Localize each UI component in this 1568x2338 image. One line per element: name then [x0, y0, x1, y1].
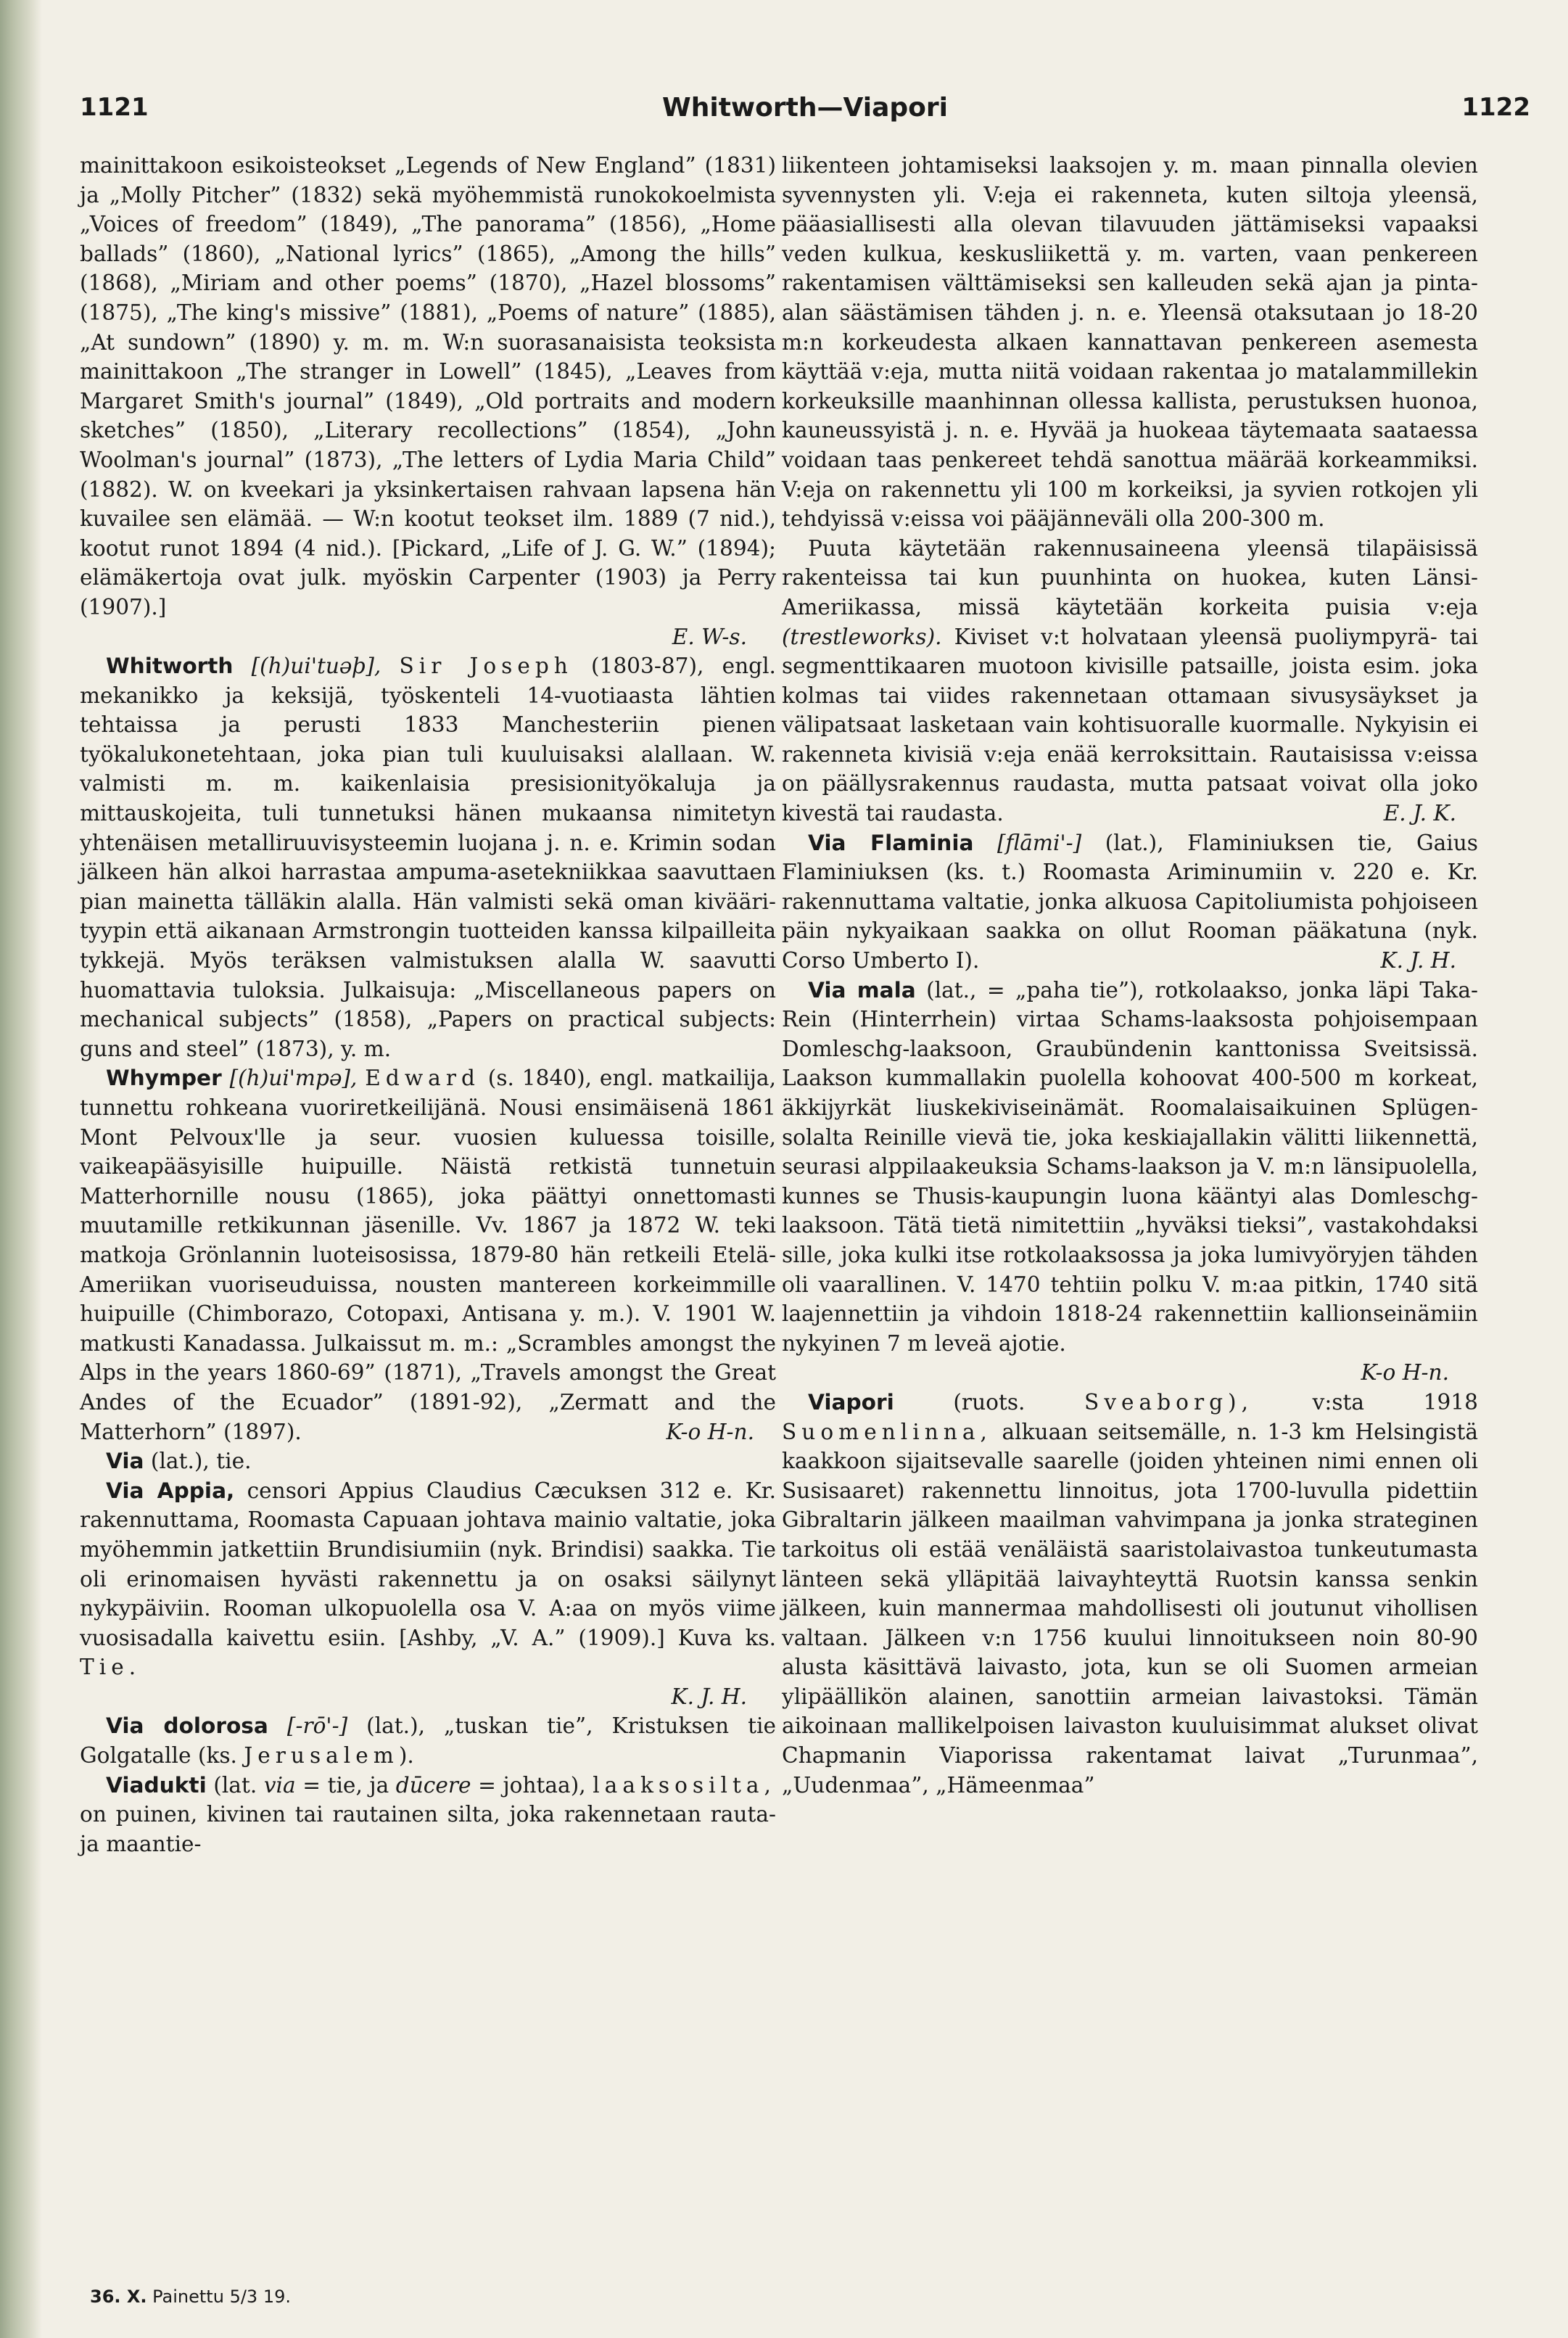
page-header	[80, 93, 1530, 133]
sheet-mark: 36. X.	[90, 2286, 147, 2307]
page-number-right: 1122	[1461, 93, 1530, 122]
entry-via-flaminia: Via Flaminia [flāmi'-] (lat.), Flaminiuksen tie, Gaius Flaminiuksen (ks. t.) Roomasta Ariminumiin v. 220 e. Kr. rakennuttama valtatie, jonka alkuosa Capitoliumista pohjoiseen päin nykyaikaan saakka on ollut Rooman pääkatuna (nyk. Corso Umberto I). K. J. H.	[782, 828, 1478, 976]
finnish-name: Suomenlinna,	[782, 1419, 992, 1444]
entry-via-mala: Via mala (lat., = „paha tie”), rotkolaakso, jonka läpi Taka-Rein (Hinterrhein) virtaa Schams-laaksosta pohjoisempaan Domleschg-laaksoon, Graubündenin kanttonissa Sveitsissä. Laakson kummallakin puolella kohoovat 400-500 m korkeat, äkkijyrkät liuskekiviseinämät. Roomalaisaikuinen Splügen-solalta Reinille vievä tie, joka keskiajallakin välitti liikennettä, seurasi alppilaakeuksia Schams-laakson ja V. m:n länsipuolella, kunnes se Thusis-kaupungin luona kääntyi alas Domleschg-laaksoon. Tätä tietä nimitettiin „hyväksi tieksi”, vastakohdaksi sille, joka kulki itse rotkolaaksossa ja joka lumivyöryjen tähden oli vaarallinen. V. 1470 tehtiin polku V. m:aa pitkin, 1740 sitä laajennettiin ja vihdoin 1818-24 rakennettiin kallionseinämiin nykyinen 7 m leveä ajotie. K-o H-n.	[782, 976, 1478, 1388]
swedish-name: Sveaborg),	[1084, 1389, 1254, 1415]
headword: Via	[106, 1449, 144, 1474]
headword: Via Flaminia	[808, 830, 974, 855]
print-label: Painettu	[152, 2286, 224, 2307]
cross-reference: Jerusalem	[244, 1743, 399, 1769]
headword: Via dolorosa	[106, 1713, 268, 1739]
english-term: (trestleworks).	[782, 624, 942, 649]
headword: Viadukti	[106, 1772, 207, 1798]
entry-via: Via (lat.), tie.	[106, 1449, 252, 1474]
right-column	[782, 151, 1478, 1800]
pronunciation: [flāmi'-]	[997, 830, 1082, 855]
signature: K. J. H.	[671, 1684, 747, 1709]
cross-reference: Tie.	[80, 1655, 141, 1680]
headword: Whitworth	[106, 654, 234, 679]
latin-term: via	[263, 1772, 296, 1798]
entry-intro-continuation: mainittakoon esikoisteokset „Legends of New England” (1831) ja „Molly Pitcher” (1832) sekä myöhemmistä runokokoelmista „Voices of freedom” (1849), „The panorama” (1856), „Home ballads” (1860), „National lyrics” (1865), „Among the hills” (1868), „Miriam and other poems” (1870), „Hazel blossoms” (1875), „The king's missive” (1881), „Poems of nature” (1885), „At sundown” (1890) y. m. m. W:n suorasanaisista teoksista mainittakoon „The stranger in Lowell” (1845), „Leaves from Margaret Smith's journal” (1849), „Old portraits and modern sketches” (1850), „Literary recollections” (1854), „John Woolman's journal” (1873), „The letters of Lydia Maria Child” (1882). W. on kveekari ja yksinkertaisen rahvaan lapsena hän kuvailee sen elämää. — W:n kootut teokset ilm. 1889 (7 nid.), kootut runot 1894 (4 nid.). [Pickard, „Life of J. G. W.” (1894); elämäkertoja ovat julk. myöskin Carpenter (1903) ja Perry (1907).] E. W-s.	[80, 151, 776, 651]
entry-whymper: Whymper [(h)ui'mpə], Edward (s. 1840), engl. matkailija, tunnettu rohkeana vuoriretkeilijänä. Nousi ensimäisenä 1861 Mont Pelvoux'lle ja seur. vuosien kuluessa toisille, vaikeapääsyisille huipuille. Näistä retkistä tunnetuin Matterhornille nousu (1865), joka päättyi onnettomasti muutamille retkikunnan jäsenille. Vv. 1867 ja 1872 W. teki matkoja Grönlannin luoteisosissa, 1879-80 hän retkeili Etelä-Ameriikan vuoriseuduissa, nousten mantereen korkeimmille huipuille (Chimborazo, Cotopaxi, Antisana y. m.). V. 1901 W. matkusti Kanadassa. Julkaissut m. m.: „Scrambles amongst the Alps in the years 1860-69” (1871), „Travels amongst the Great Andes of the Ecuador” (1891-92), „Zermatt and the Matterhorn” (1897). K-o H-n.	[80, 1063, 776, 1446]
entry-via-appia: Via Appia, censori Appius Claudius Cæcuksen 312 e. Kr. rakennuttama, Roomasta Capuaan johtava mainio valtatie, joka myöhemmin jatkettiin Brundisiumiin (nyk. Brindisi) saakka. Tie oli erinomaisen hyvästi rakennettu ja on osaksi säilynyt nykypäiviin. Rooman ulkopuolella osa V. A:aa on myös viime vuosisadalla kaivettu esiin. [Ashby, „V. A.” (1909).] Kuva ks. Tie. K. J. H.	[80, 1476, 776, 1712]
page-number-left: 1121	[80, 93, 149, 122]
headword: Viapori	[808, 1389, 894, 1415]
person-name: Sir Joseph	[399, 654, 573, 679]
signature: K-o H-n.	[1361, 1360, 1449, 1386]
latin-term: dūcere	[395, 1772, 471, 1798]
entry-whitworth: Whitworth [(h)ui'tuəþ], Sir Joseph (1803-87), engl. mekanikko ja keksijä, työskenteli 14-vuotiaasta lähtien tehtaissa ja perusti 1833 Manchesteriin pienen työkalukonetehtaan, joka pian tuli kuuluisaksi alallaan. W. valmisti m. m. kaikenlaisia presisionityökaluja ja mittauskojeita, tuli tunnetuksi hänen mukaansa nimitetyn yhtenäisen metalliruuvisysteemin luojana j. n. e. Krimin sodan jälkeen hän alkoi harrastaa ampuma-asetekniikkaa saavuttaen pian mainetta tälläkin alalla. Hän valmisti sekä oman kivääri-tyypin että aikanaan Armstrongin tuotteiden kanssa kilpailleita tykkejä. Myös teräksen valmistuksen alalla W. saavutti huomattavia tuloksia. Julkaisuja: „Miscellaneous papers on mechanical subjects” (1858), „Papers on practical subjects: guns and steel” (1873), y. m.	[80, 654, 776, 1061]
print-date: 5/3 19.	[229, 2286, 291, 2307]
headword: Whymper	[106, 1066, 222, 1091]
signature: K. J. H.	[1380, 948, 1456, 974]
signature: E. W-s.	[672, 624, 747, 649]
running-title: Whitworth—Viapori	[662, 93, 948, 123]
left-column	[80, 151, 776, 1859]
person-name: Edward	[365, 1066, 480, 1091]
printer-signature-line	[90, 2286, 291, 2307]
paragraph-wood-viaducts: Puuta käytetään rakennusaineena yleensä tilapäisissä rakenteissa tai kun puunhinta on huokea, kuten Länsi-Ameriikassa, missä käytetään korkeita puisia v:eja (trestleworks). Kiviset v:t holvataan yleensä puoliympyrä- tai segmenttikaaren muotoon kivisille patsaille, joista esim. joka kolmas tai viides rakennetaan ottamaan sivusysäykset ja välipatsaat lasketaan vain kohtisuoralle kuormalle. Nykyisin ei rakenneta kivisiä v:eja enää kerroksittain. Rautaisissa v:eissa on päällysrakennus raudasta, mutta patsaat voivat olla joko kivestä tai raudasta. E. J. K.	[782, 534, 1478, 828]
headword: Via mala	[808, 977, 916, 1003]
entry-via-dolorosa: Via dolorosa [-rō'-] (lat.), „tuskan tie”, Kristuksen tie Golgatalle (ks. Jerusalem).	[80, 1713, 776, 1769]
entry-viapori: Viapori (ruots. Sveaborg), v:sta 1918 Suomenlinna, alkuaan seitsemälle, n. 1-3 km Helsingistä kaakkoon sijaitsevalle saarelle (joiden yhteinen nimi ennen oli Susisaaret) rakennettu linnoitus, jota 1700-luvulla pidettiin Gibraltarin jälkeen maailman vahvimpana ja jonka strateginen tarkoitus oli estää venäläistä saaristolaivastoa tunkeutumasta länteen sekä ylläpitää laivayhteyttä Ruotsin kanssa senkin jälkeen, kuin mannermaa mahdollisesti oli joutunut vihollisen valtaan. Jälkeen v:n 1756 kuului linnoitukseen noin 80-90 alusta käsittävä laivasto, jota, kun se oli Suomen armeian ylipäällikön alainen, sanottiin armeian laivastoksi. Tämän aikoinaan mallikelpoisen laivaston kuuluisimmat alukset olivat Chapmanin Viaporissa rakentamat laivat „Turunmaa”, „Uudenmaa”, „Hämeenmaa”	[782, 1389, 1478, 1798]
synonym: laaksosilta,	[593, 1772, 776, 1798]
entry-viadukti-continuation: liikenteen johtamiseksi laaksojen y. m. maan pinnalla olevien syvennysten yli. V:eja ei rakenneta, kuten siltoja yleensä, pääasiallisesti alla olevan tilavuuden jättämiseksi vapaaksi veden kulkua, keskusliikettä y. m. varten, vaan penkereen rakentamisen välttämiseksi sen kalleuden sekä ajan ja pinta-alan säästämisen tähden j. n. e. Yleensä otaksutaan jo 18-20 m:n korkeudesta alkaen kannattavan penkereen asemesta käyttää v:eja, mutta niitä voidaan rakentaa jo matalammillekin korkeuksille maanhinnan ollessa kallista, perustuksen huonoa, kauneussyistä j. n. e. Hyvää ja huokeaa täytemaata saataessa voidaan taas penkereet tehdä sanottua määrää korkeammiksi. V:eja on rakennettu yli 100 m korkeiksi, ja syvien rotkojen yli tehdyissä v:eissa voi pääjänneväli olla 200-300 m.	[782, 153, 1478, 532]
signature: E. J. K.	[1383, 801, 1456, 826]
pronunciation: [(h)ui'tuəþ],	[251, 654, 381, 679]
entry-viadukti: Viadukti (lat. via = tie, ja dūcere = johtaa), laaksosilta, on puinen, kivinen tai rautainen silta, joka rakennetaan rauta- ja maantie-	[80, 1772, 776, 1856]
headword: Via Appia,	[106, 1478, 235, 1503]
signature: K-o H-n.	[666, 1419, 754, 1444]
pronunciation: [-rō'-]	[286, 1713, 348, 1739]
book-binding-edge	[0, 0, 42, 2338]
pronunciation: [(h)ui'mpə],	[229, 1066, 358, 1091]
